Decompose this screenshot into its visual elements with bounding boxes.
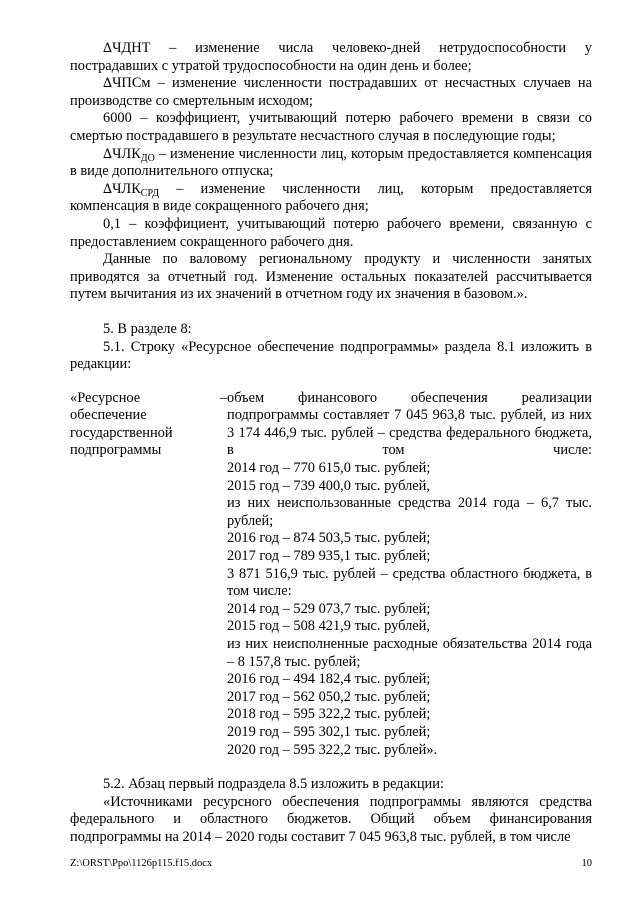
regional-year-line: 2020 год – 595 322,2 тыс. рублей». xyxy=(227,741,438,758)
definition-chpsm xyxy=(70,75,592,110)
definition-chlk-srd xyxy=(70,181,592,216)
federal-year-line: 2016 год – 874 503,5 тыс. рублей; xyxy=(227,530,431,547)
regional-year-line: 2015 год – 508 421,9 тыс. рублей, xyxy=(227,618,430,635)
delta-symbol: ∆ xyxy=(103,41,113,56)
definition-chlk-do xyxy=(70,146,592,181)
resource-label-dash: – xyxy=(219,389,227,406)
definition-symbol: ЧЛК xyxy=(112,145,141,162)
footer-file-path: Z:\ORST\Ppo\1126p115.f15.docx xyxy=(70,858,213,869)
section-5-heading: 5. В разделе 8: xyxy=(103,320,192,337)
resource-table-label-cell xyxy=(70,390,227,759)
definition-text: – изменение числа человеко-дней нетрудоспособности у пострадавших с утратой трудоспособности на один день и более; xyxy=(70,40,592,74)
definition-text: – изменение численности пострадавших от несчастных случаев на производстве со смертельным исходом; xyxy=(70,75,592,109)
definition-text: – изменение численности лиц, которым предоставляется компенсация в виде дополнительного отпуска; xyxy=(70,145,592,180)
regional-year-line: 2014 год – 529 073,7 тыс. рублей; xyxy=(227,600,431,617)
document-body xyxy=(70,40,592,847)
definition-subscript: СРД xyxy=(140,187,160,199)
definition-6000: 6000 – коэффициент, учитывающий потерю рабочего времени в связи со смертью пострадавшего в результате несчастного случая в последующие годы; xyxy=(70,110,592,144)
federal-year-line: 2017 год – 789 935,1 тыс. рублей; xyxy=(227,548,431,565)
federal-year-line: 2014 год – 770 615,0 тыс. рублей; xyxy=(227,460,431,477)
definition-text: – изменение численности лиц, которым предоставляется компенсация в виде сокращенного рабочего дня; xyxy=(70,180,592,215)
closing-paragraph: Данные по валовому региональному продукту и численности занятых приводятся за отчетный год. Изменение остальных показателей рассчитывается путем вычитания из их значений в отчетном году их значения в базовом.». xyxy=(70,251,592,303)
page-footer xyxy=(70,858,592,870)
footer-page-number: 10 xyxy=(581,858,592,869)
resource-intro: объем финансового обеспечения реализации подпрограммы составляет 7 045 963,8 тыс. рублей, из них 3 174 446,9 тыс. рублей – средства федерального бюджета, в том числе: xyxy=(227,389,592,459)
delta-symbol: ∆ xyxy=(103,76,113,92)
delta-symbol: ∆ xyxy=(103,181,113,197)
section-5-1-text: 5.1. Строку «Ресурсное обеспечение подпрограммы» раздела 8.1 изложить в редакции: xyxy=(70,338,592,373)
definition-chdnt xyxy=(70,40,592,75)
section-5-2-text: «Источниками ресурсного обеспечения подпрограммы являются средства федерального и областного бюджетов. Общий объем финансирования подпрограммы на 2014 – 2020 годы составит 7 045 963,8 тыс. рублей, в том числе xyxy=(70,793,592,845)
resource-label-line: государственной xyxy=(70,424,173,441)
resource-label-line: «Ресурсное xyxy=(70,389,141,406)
resource-table xyxy=(70,390,592,759)
regional-year-line: 2019 год – 595 302,1 тыс. рублей; xyxy=(227,723,431,740)
definition-symbol: ЧДНТ xyxy=(112,40,151,56)
definition-symbol: ЧЛК xyxy=(112,180,141,197)
delta-symbol: ∆ xyxy=(103,146,113,162)
regional-intro: 3 871 516,9 тыс. рублей – средства областного бюджета, в том числе: xyxy=(227,565,592,600)
regional-year-line: 2017 год – 562 050,2 тыс. рублей; xyxy=(227,688,431,705)
federal-year-line: 2015 год – 739 400,0 тыс. рублей, xyxy=(227,477,430,494)
definition-symbol: ЧПСм xyxy=(112,75,151,92)
regional-unused-note: из них неисполненные расходные обязательства 2014 года – 8 157,8 тыс. рублей; xyxy=(227,636,592,670)
resource-label-line: обеспечение xyxy=(70,407,147,424)
resource-label-line: подпрограммы xyxy=(70,442,162,459)
resource-table-value-cell xyxy=(227,390,592,759)
definition-0-1: 0,1 – коэффициент, учитывающий потерю рабочего времени, связанную с предоставлением сокращенного рабочего дня. xyxy=(70,215,592,250)
federal-unused-note: из них неиспользованные средства 2014 года – 6,7 тыс. рублей; xyxy=(227,495,592,529)
regional-year-line: 2016 год – 494 182,4 тыс. рублей; xyxy=(227,671,431,688)
definition-subscript: ДО xyxy=(140,152,155,164)
section-5-2-heading: 5.2. Абзац первый подраздела 8.5 изложить в редакции: xyxy=(103,776,444,793)
regional-year-line: 2018 год – 595 322,2 тыс. рублей; xyxy=(227,706,431,723)
